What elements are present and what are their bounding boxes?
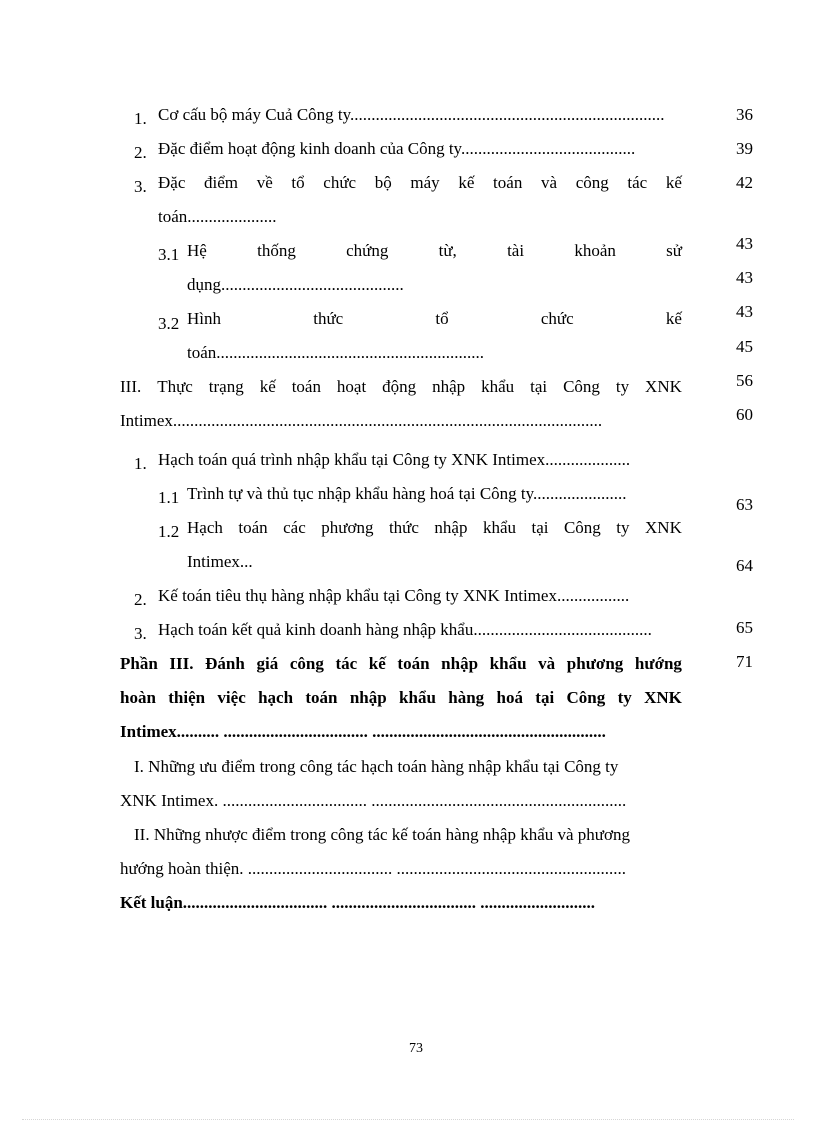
toc-word: XNK xyxy=(644,688,682,707)
toc-section-iii-line2: Intimex..................................................................................................... xyxy=(120,411,603,430)
toc-word: kế xyxy=(665,309,682,328)
toc-word: toán xyxy=(397,654,430,673)
toc-entry-ket-qua[interactable]: Hạch toán kết quả kinh doanh hàng nhập khẩu.......................................... xyxy=(158,620,652,639)
toc-word: máy xyxy=(410,173,440,192)
toc-marker: 2. xyxy=(134,143,147,162)
toc-word: tổ xyxy=(435,309,449,328)
toc-entry-co-cau[interactable]: Cơ cấu bộ máy Cuả Công ty.......................................................................... xyxy=(158,105,665,124)
toc-word: và xyxy=(538,654,556,673)
toc-word: thống xyxy=(257,241,296,260)
toc-word: công xyxy=(289,654,324,673)
toc-word: XNK xyxy=(645,518,682,537)
toc-marker: 1.1 xyxy=(158,488,180,507)
toc-page: 43 xyxy=(736,234,753,253)
toc-word: Công xyxy=(566,688,606,707)
toc-word: chứng xyxy=(346,241,389,260)
toc-page: 43 xyxy=(736,268,753,287)
toc-word: chức xyxy=(540,309,574,328)
toc-word: ty xyxy=(615,377,630,396)
toc-page: 56 xyxy=(736,371,753,390)
toc-entry-ket-luan[interactable]: Kết luận.................................. .................................. ........................... xyxy=(120,893,596,912)
toc-marker: 1. xyxy=(134,454,147,473)
toc-word: tác xyxy=(627,173,648,192)
toc-word: toán xyxy=(291,377,321,396)
toc-word: toán xyxy=(493,173,523,192)
toc-word: nhập xyxy=(432,377,466,396)
toc-word: nhập xyxy=(441,654,479,673)
toc-word: tại xyxy=(535,688,555,707)
toc-word: XNK xyxy=(645,377,682,396)
toc-word: tại xyxy=(530,377,548,396)
toc-word: phương xyxy=(566,654,624,673)
page-number: 73 xyxy=(409,1041,423,1056)
toc-word: điểm xyxy=(204,173,239,192)
toc-page: 64 xyxy=(736,556,753,575)
toc-entry-phuong-thuc-line2: Intimex... xyxy=(187,552,253,571)
toc-part-iii-line2 xyxy=(120,688,682,708)
toc-word: nhập xyxy=(434,518,468,537)
toc-entry-uu-diem-line1[interactable]: I. Những ưu điểm trong công tác hạch toán hàng nhập khẩu tại Công ty xyxy=(134,757,619,776)
page-divider xyxy=(22,1119,794,1120)
toc-word: kế xyxy=(665,173,682,192)
toc-marker: 1.2 xyxy=(158,522,180,541)
toc-word: Thực xyxy=(157,377,193,396)
toc-word: sử xyxy=(666,241,682,260)
toc-word: kế xyxy=(259,377,276,396)
toc-word: tác xyxy=(335,654,358,673)
toc-word: hoàn xyxy=(120,688,156,707)
toc-word: tại xyxy=(531,518,549,537)
toc-word: trạng xyxy=(208,377,244,396)
toc-word: về xyxy=(256,173,273,192)
toc-entry-hinh-thuc-line1[interactable] xyxy=(187,309,682,329)
toc-word: Công xyxy=(563,377,600,396)
toc-marker: 1. xyxy=(134,109,147,128)
toc-entry-chung-tu-line1[interactable] xyxy=(187,241,682,261)
toc-page: 36 xyxy=(736,105,753,124)
toc-word: kế xyxy=(458,173,475,192)
toc-word: bộ xyxy=(374,173,392,192)
toc-entry-qua-trinh[interactable]: Hạch toán quá trình nhập khẩu tại Công ty XNK Intimex.................... xyxy=(158,450,631,469)
toc-word: và xyxy=(540,173,558,192)
toc-word: hoá xyxy=(496,688,523,707)
toc-word: thiện xyxy=(168,688,206,707)
toc-entry-nhuoc-diem-line1[interactable]: II. Những nhược điểm trong công tác kế toán hàng nhập khẩu và phương xyxy=(134,825,630,844)
toc-word: hàng xyxy=(448,688,485,707)
toc-page: 60 xyxy=(736,405,753,424)
toc-entry-tieu-thu[interactable]: Kế toán tiêu thụ hàng nhập khẩu tại Công ty XNK Intimex................. xyxy=(158,586,630,605)
toc-word: khẩu xyxy=(481,377,515,396)
toc-word: thức xyxy=(313,309,344,328)
toc-word: từ, xyxy=(438,241,457,260)
toc-section-iii-line1[interactable] xyxy=(120,377,682,397)
toc-entry-to-chuc-line1[interactable] xyxy=(158,173,682,193)
toc-page: 45 xyxy=(736,337,753,356)
toc-word: ty xyxy=(616,518,630,537)
toc-word: các xyxy=(283,518,306,537)
toc-word: khẩu xyxy=(482,518,516,537)
toc-word: III. xyxy=(120,377,142,396)
toc-word: công xyxy=(575,173,609,192)
toc-word: Đánh xyxy=(205,654,245,673)
toc-entry-chung-tu-line2: dụng........................................... xyxy=(187,275,404,294)
toc-word: Hạch xyxy=(187,518,223,537)
toc-word: khoản xyxy=(574,241,616,260)
toc-word: nhập xyxy=(349,688,387,707)
toc-word: phương xyxy=(321,518,374,537)
toc-word: tổ xyxy=(291,173,305,192)
toc-word: Phần xyxy=(120,654,158,673)
toc-word: III. xyxy=(169,654,194,673)
toc-entry-trinh-tu[interactable]: Trình tự và thủ tục nhập khẩu hàng hoá tại Công ty...................... xyxy=(187,484,627,503)
toc-word: Hình xyxy=(187,309,221,328)
toc-word: toán xyxy=(305,688,338,707)
toc-marker: 2. xyxy=(134,590,147,609)
toc-word: việc xyxy=(217,688,246,707)
toc-word: toán xyxy=(238,518,268,537)
toc-word: khẩu xyxy=(399,688,436,707)
toc-page: 63 xyxy=(736,495,753,514)
toc-entry-to-chuc-line2: toán..................... xyxy=(158,207,277,226)
toc-entry-dac-diem[interactable]: Đặc điểm hoạt động kinh doanh của Công ty......................................... xyxy=(158,139,636,158)
toc-word: Công xyxy=(563,518,601,537)
toc-part-iii-line3: Intimex.......... .................................. ....................................................... xyxy=(120,722,606,741)
toc-entry-uu-diem-line2: XNK Intimex. .................................. ............................................................ xyxy=(120,791,627,810)
toc-part-iii-line1[interactable] xyxy=(120,654,682,674)
toc-word: Hệ xyxy=(187,241,207,260)
toc-page: 43 xyxy=(736,302,753,321)
toc-word: thức xyxy=(388,518,419,537)
toc-word: khẩu xyxy=(489,654,527,673)
toc-marker: 3.1 xyxy=(158,245,180,264)
toc-word: hoạt xyxy=(336,377,367,396)
toc-entry-hinh-thuc-line2: toán............................................................... xyxy=(187,343,485,362)
toc-word: tài xyxy=(507,241,525,260)
toc-page: 65 xyxy=(736,618,753,637)
toc-page: 39 xyxy=(736,139,753,158)
toc-word: chức xyxy=(323,173,357,192)
toc-word: kế xyxy=(368,654,386,673)
toc-word: giá xyxy=(256,654,279,673)
toc-word: động xyxy=(382,377,417,396)
toc-word: hạch xyxy=(258,688,294,707)
toc-marker: 3.2 xyxy=(158,314,180,333)
toc-entry-nhuoc-diem-line2: hướng hoàn thiện. .................................. ...................................................... xyxy=(120,859,626,878)
toc-marker: 3. xyxy=(134,177,147,196)
toc-page: 42 xyxy=(736,173,753,192)
toc-word: ty xyxy=(617,688,632,707)
toc-word: Đặc xyxy=(158,173,186,192)
toc-word: hướng xyxy=(634,654,682,673)
toc-page: 71 xyxy=(736,652,753,671)
toc-entry-phuong-thuc-line1[interactable] xyxy=(187,518,682,538)
toc-marker: 3. xyxy=(134,624,147,643)
